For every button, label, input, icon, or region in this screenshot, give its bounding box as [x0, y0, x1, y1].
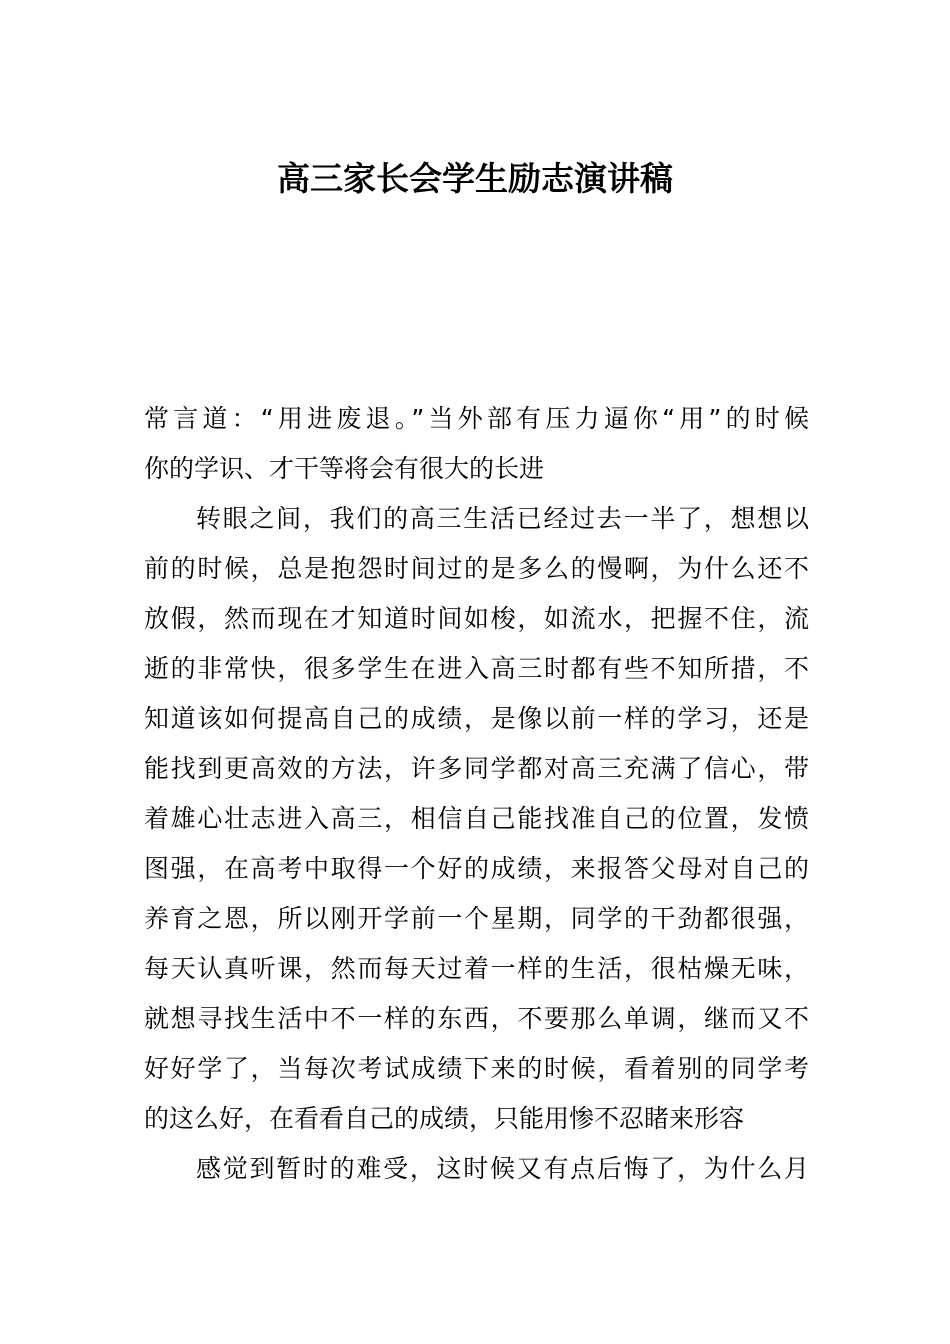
text-line: 图强，在高考中取得一个好的成绩，来报答父母对自己的 [144, 854, 809, 883]
text-line: 好好学了，当每次考试成绩下来的时候，看着别的同学考 [144, 1054, 809, 1083]
text-line: 就想寻找生活中不一样的东西，不要那么单调，继而又不 [144, 1004, 809, 1033]
text-line: 知道该如何提高自己的成绩，是像以前一样的学习，还是 [144, 704, 809, 733]
text-line: 的这么好，在看看自己的成绩，只能用惨不忍睹来形容 [144, 1104, 745, 1133]
text-line: 转眼之间，我们的高三生活已经过去一半了，想想以 [196, 504, 809, 533]
text-line: 养育之恩，所以刚开学前一个星期，同学的干劲都很强， [144, 904, 809, 933]
text-line: 能找到更高效的方法，许多同学都对高三充满了信心，带 [144, 754, 809, 783]
text-line: 着雄心壮志进入高三，相信自己能找准自己的位置，发愤 [144, 804, 809, 833]
text-line: 常言道：“用进废退。”当外部有压力逼你“用”的时候 [144, 404, 809, 433]
page-title: 高三家长会学生励志演讲稿 [277, 159, 673, 198]
text-line: 感觉到暂时的难受，这时候又有点后悔了，为什么月 [196, 1154, 809, 1183]
text-line: 每天认真听课，然而每天过着一样的生活，很枯燥无味， [144, 954, 809, 983]
text-line: 放假，然而现在才知道时间如梭，如流水，把握不住，流 [144, 604, 809, 633]
text-line: 你的学识、才干等将会有很大的长进 [144, 454, 545, 483]
document-body [144, 394, 809, 1194]
text-line: 逝的非常快，很多学生在进入高三时都有些不知所措，不 [144, 654, 809, 683]
text-line: 前的时候，总是抱怨时间过的是多么的慢啊，为什么还不 [144, 554, 809, 583]
